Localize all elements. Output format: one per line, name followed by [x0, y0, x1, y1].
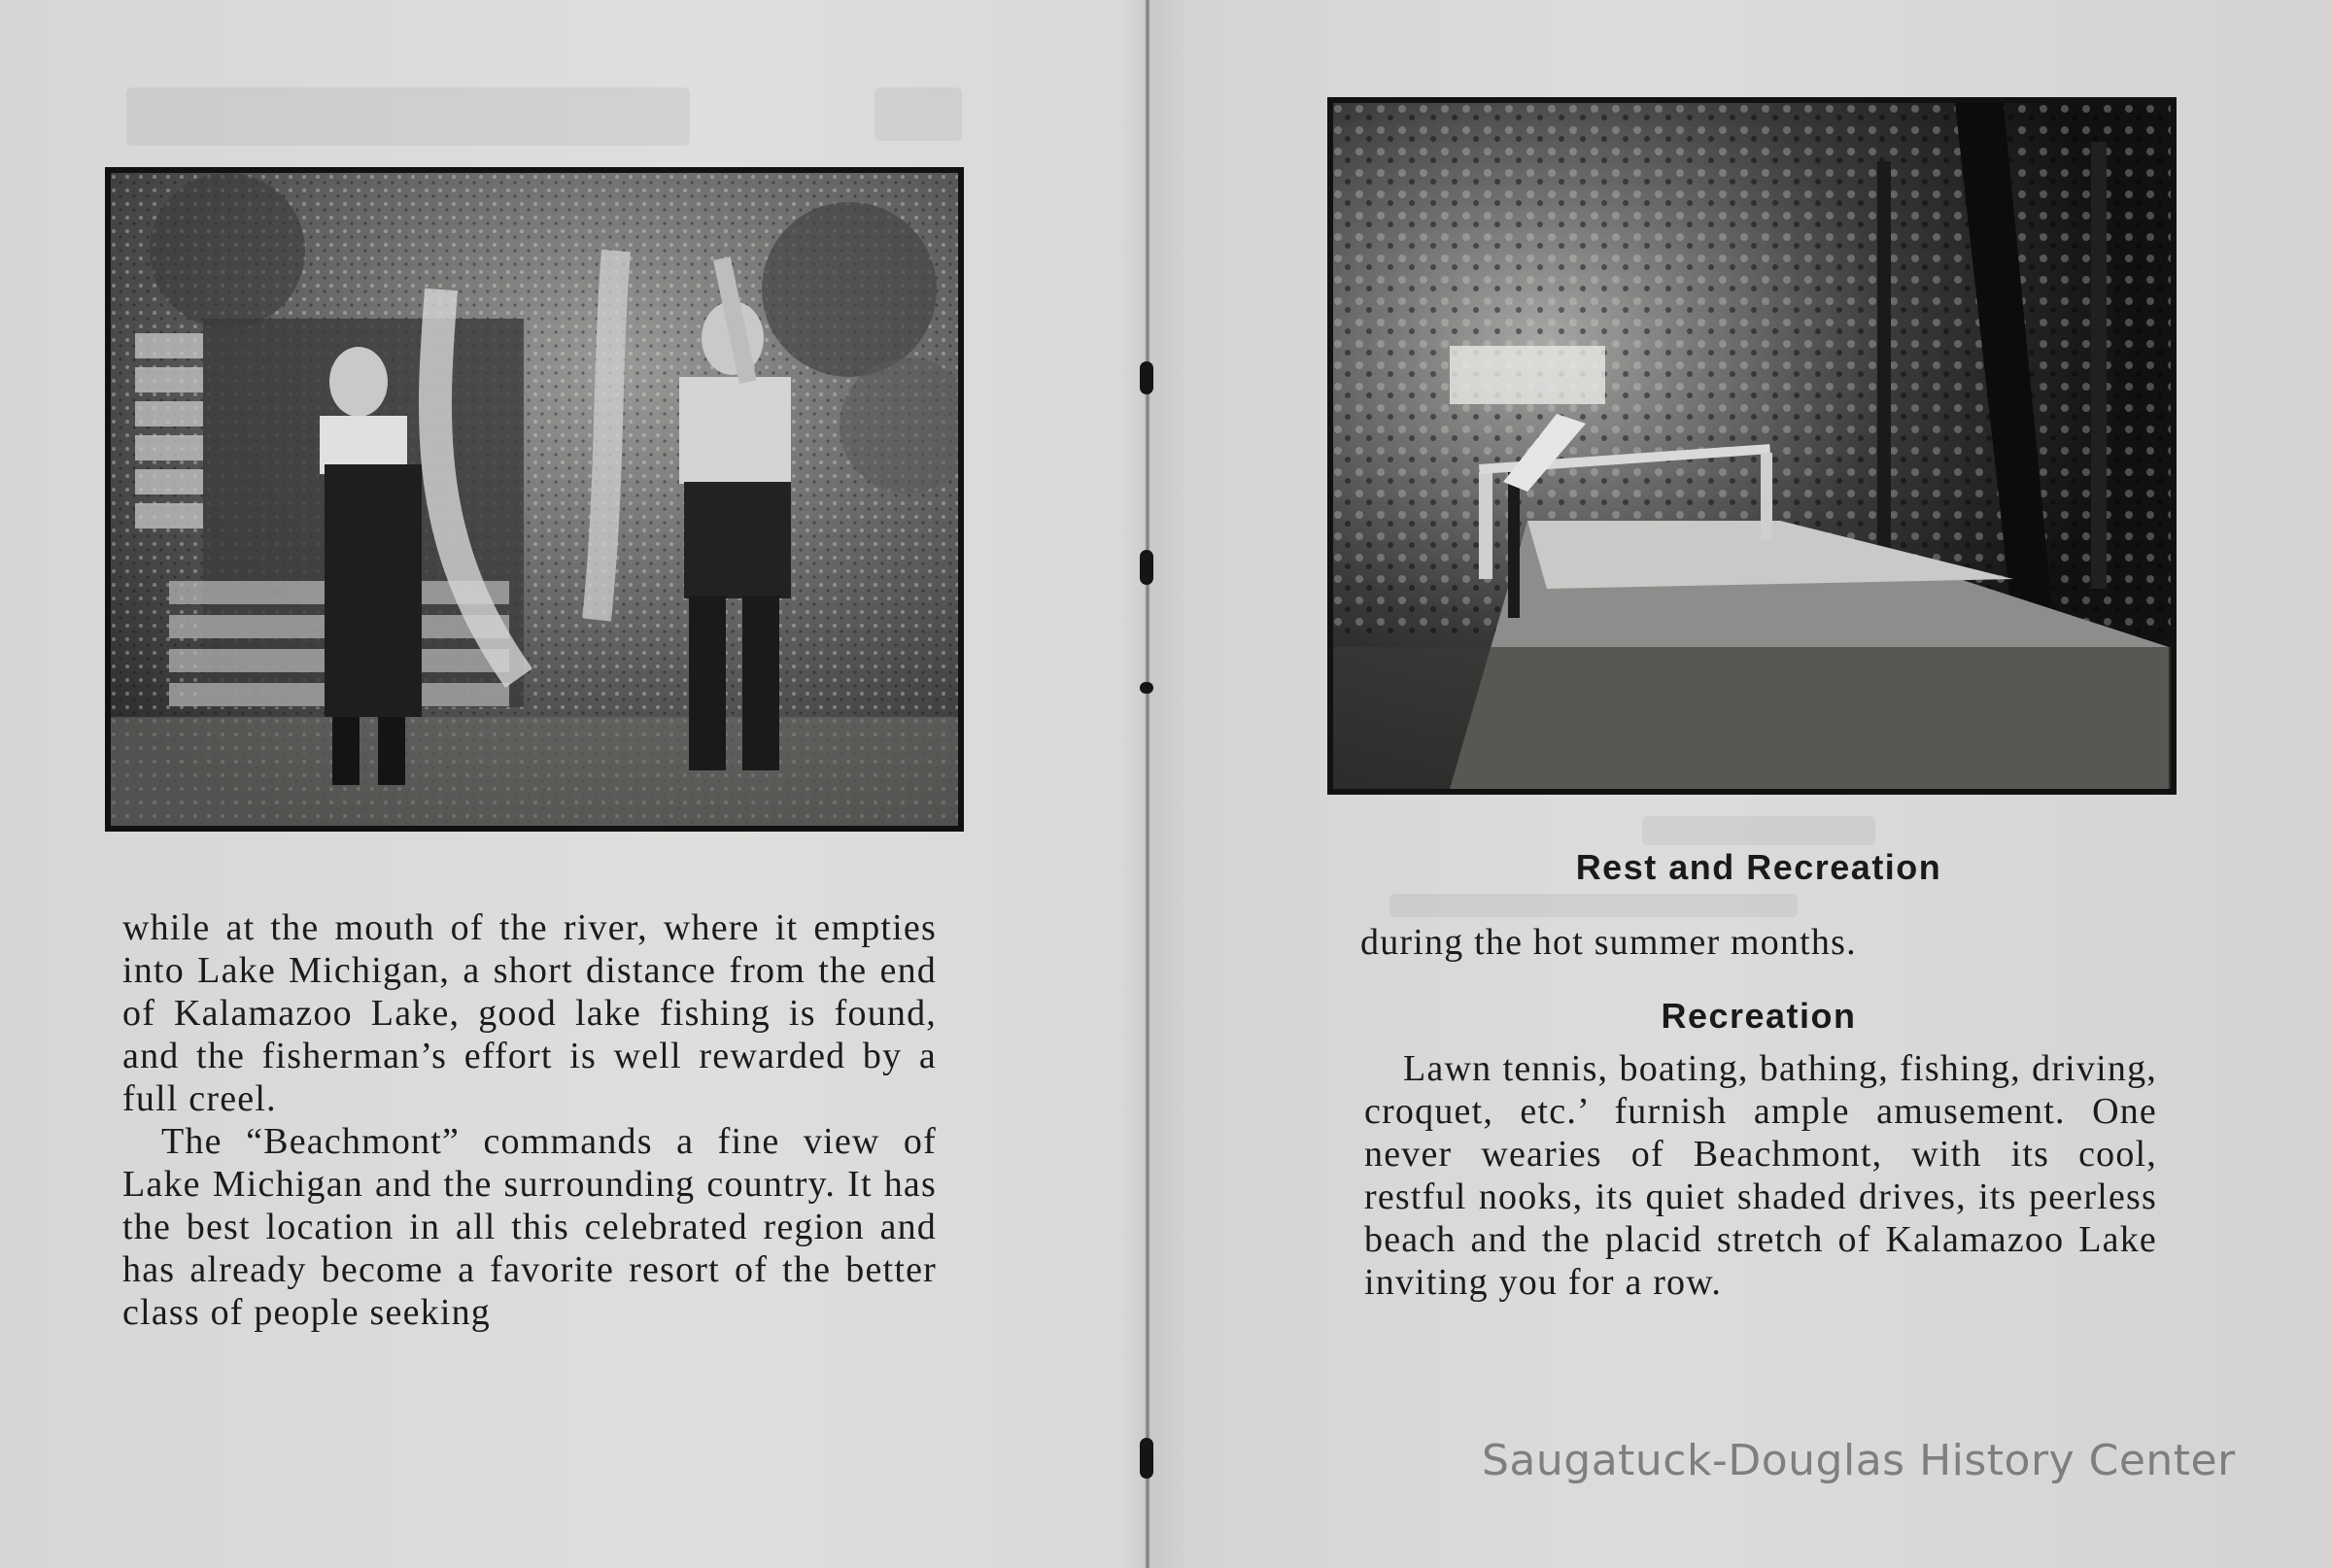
- bleed-through-mark: [1642, 816, 1875, 845]
- heading-recreation: Recreation: [1661, 996, 1857, 1036]
- left-body-text: [122, 906, 937, 1334]
- binding-staple: [1140, 682, 1153, 694]
- left-paragraph-2: The “Beachmont” commands a fine view of Lake Michigan and the surrounding country. It has the best location in all this celebrated region and has already become a favorite resort of the better class of people seeking: [122, 1121, 937, 1333]
- binding-staple: [1140, 1438, 1153, 1479]
- left-page: [0, 0, 1147, 1568]
- binding-gutter: [1145, 0, 1150, 1568]
- right-paragraph: Lawn tennis, boating, bathing, fishing, driving, croquet, etc.’ furnish ample amusement. One never wearies of Beachmont, with its cool, restful nooks, its quiet shaded drives, its peerless beach and the placid stretch of Kalamazoo Lake inviting you for a row.: [1364, 1048, 2157, 1303]
- binding-staple: [1140, 361, 1153, 394]
- heading-rest-and-recreation: Rest and Recreation: [1575, 847, 1942, 887]
- bleed-through-mark: [1389, 894, 1798, 917]
- photo-woodland-footbridge-icon: [1333, 103, 2171, 789]
- photo-woodland-footbridge: [1327, 97, 2177, 795]
- bleed-through-mark: [126, 87, 690, 146]
- photo-two-men-holding-fish: [105, 167, 964, 832]
- left-paragraph-1: while at the mouth of the river, where it empties into Lake Michigan, a short distance from the end of Kalamazoo Lake, good lake fishing is found, and the fisherman’s effort is well rewarded by a full creel.: [122, 907, 937, 1119]
- watermark: Saugatuck-Douglas History Center: [1482, 1436, 2236, 1485]
- bleed-through-mark: [874, 87, 962, 141]
- right-body-text: [1364, 1047, 2157, 1304]
- photo-two-men-holding-fish-icon: [111, 173, 958, 826]
- binding-staple: [1140, 550, 1153, 585]
- right-continuation-text: during the hot summer months.: [1360, 922, 1857, 963]
